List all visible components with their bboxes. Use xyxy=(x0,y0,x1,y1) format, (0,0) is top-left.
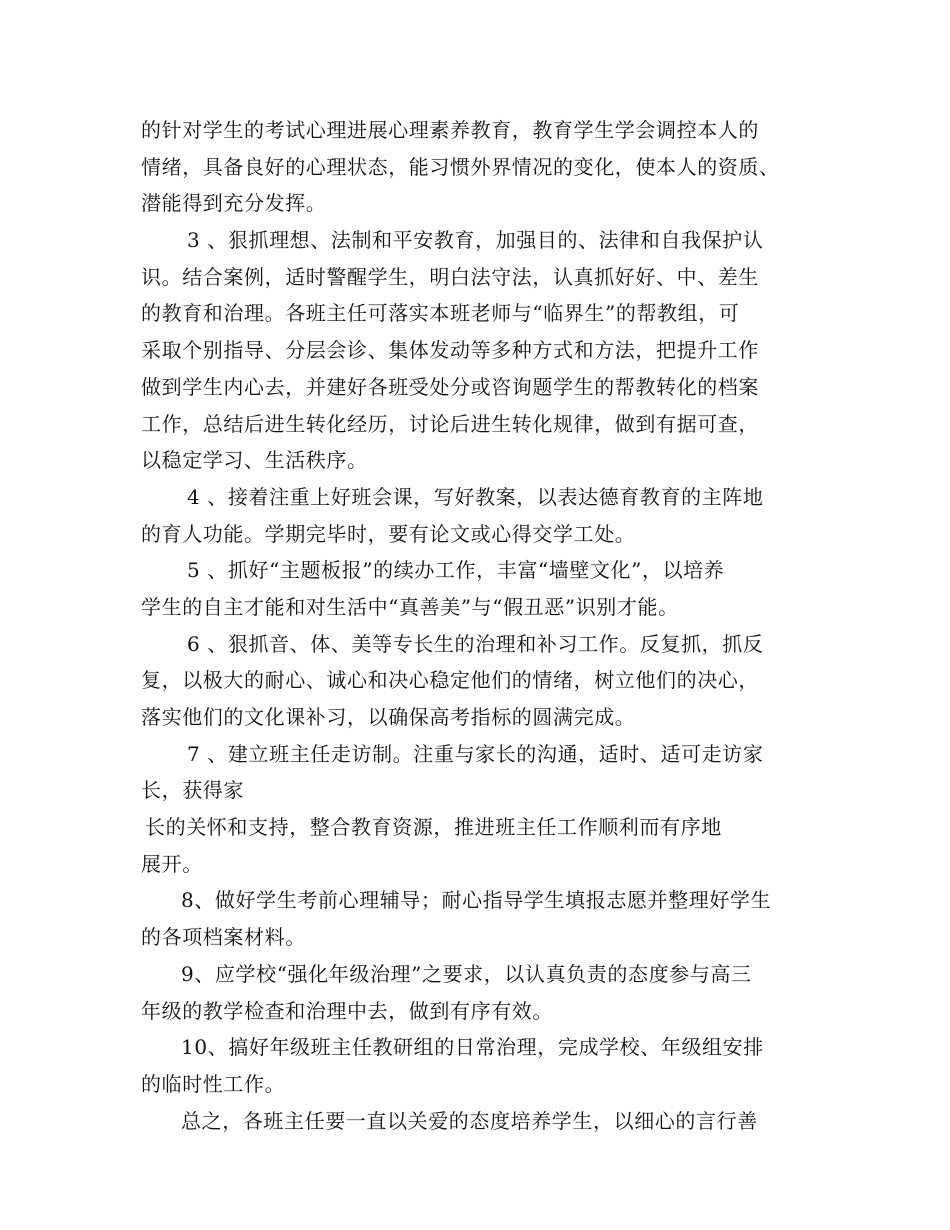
text-line: 展开。 xyxy=(141,851,203,876)
text-line: 长，获得家 xyxy=(141,778,244,803)
text-line: 以稳定学习、生活秩序。 xyxy=(141,448,368,473)
text-line: 落实他们的文化课补习，以确保高考指标的圆满完成。 xyxy=(141,705,636,729)
text-line: 的针对学生的考试心理进展心理素养教育，教育学生学会调控本人的 xyxy=(141,118,759,142)
item-4-first-line: 4 、接着注重上好班会课，写好教案，以表达德育教育的主阵地 xyxy=(187,484,764,509)
item-9-first-line: 9、应学校“强化年级治理”之要求，以认真负责的态度参与高三 xyxy=(181,961,752,986)
item-5-first-line: 5 、抓好“主题板报”的续办工作，丰富“墙壁文化”，以培养 xyxy=(187,558,725,583)
text-line: 情绪，具备良好的心理状态，能习惯外界情况的变化，使本人的资质、 xyxy=(141,154,780,179)
text-line: 识。结合案例，适时警醒学生，明白法守法，认真抓好好、中、差生 xyxy=(141,264,759,289)
text-line: 的各项档案材料。 xyxy=(141,925,306,950)
item-7-first-line: 7 、建立班主任走访制。注重与家长的沟通，适时、适可走访家 xyxy=(187,741,764,766)
text-line: 的临时性工作。 xyxy=(141,1071,286,1096)
item-3-first-line: 3 、狠抓理想、法制和平安教育，加强目的、法律和自我保护认 xyxy=(187,228,764,253)
text-line: 复，以极大的耐心、诚心和决心稳定他们的情绪，树立他们的决心， xyxy=(141,668,759,693)
text-line: 做到学生内心去，并建好各班受处分或咨询题学生的帮教转化的档案 xyxy=(141,374,759,399)
text-line: 年级的教学检查和治理中去，做到有序有效。 xyxy=(141,998,553,1023)
text-line: 的育人功能。学期完毕时，要有论文或心得交学工处。 xyxy=(141,521,636,546)
item-8-first-line: 8、做好学生考前心理辅导；耐心指导学生填报志愿并整理好学生 xyxy=(181,888,772,913)
text-line: 工作，总结后进生转化经历，讨论后进生转化规律，做到有据可查， xyxy=(141,411,759,436)
item-6-first-line: 6 、狠抓音、体、美等专长生的治理和补习工作。反复抓，抓反 xyxy=(187,631,764,656)
summary-first-line: 总之，各班主任要一直以关爱的态度培养学生，以细心的言行善 xyxy=(181,1108,758,1133)
text-line: 采取个别指导、分层会诊、集体发动等多种方式和方法，把提升工作 xyxy=(141,338,759,363)
text-line: 长的关怀和支持，整合教育资源，推进班主任工作顺利而有序地 xyxy=(145,815,722,840)
text-line: 学生的自主才能和对生活中“真善美”与“假丑恶”识别才能。 xyxy=(141,594,679,619)
item-10-first-line: 10、搞好年级班主任教研组的日常治理，完成学校、年级组安排 xyxy=(181,1035,764,1060)
text-line: 潜能得到充分发挥。 xyxy=(141,191,327,216)
text-line: 的教育和治理。各班主任可落实本班老师与“临界生”的帮教组，可 xyxy=(141,301,740,326)
document-body xyxy=(141,112,831,1139)
